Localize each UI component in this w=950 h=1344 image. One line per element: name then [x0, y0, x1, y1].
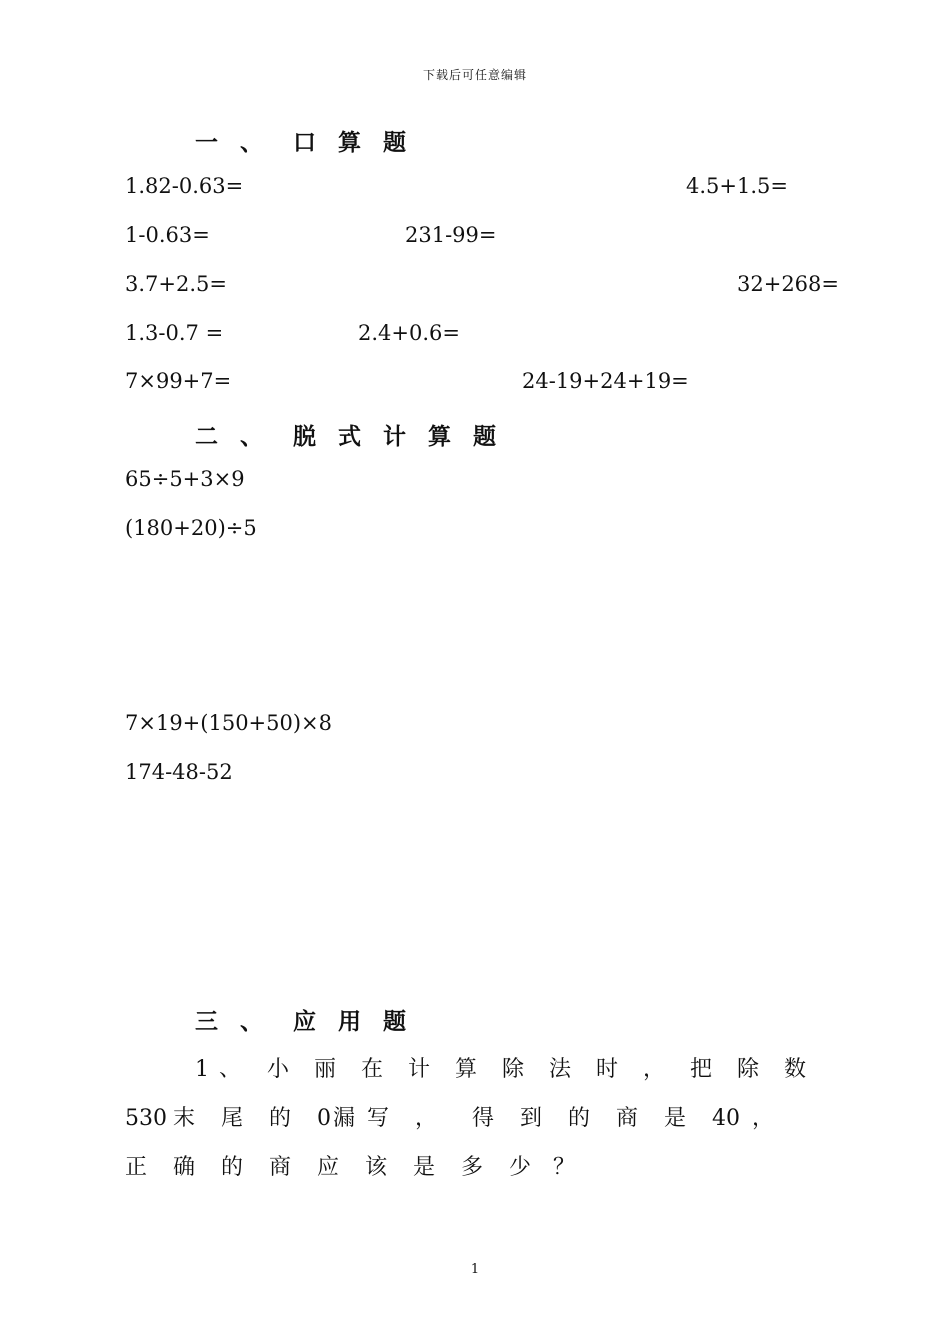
oral-question-2: 4.5+1.5= [686, 174, 788, 198]
problem-char: 数 [784, 1057, 807, 1082]
title-char: 题 [473, 424, 496, 450]
oral-question-3: 1-0.63= [125, 223, 210, 247]
problem-char: 在 [361, 1057, 384, 1082]
problem-char: 应 [317, 1155, 340, 1180]
section-title-1 [195, 124, 428, 157]
oral-question-10: 24-19+24+19= [522, 369, 689, 393]
problem-char: 是 [413, 1155, 436, 1180]
problem-char: 尾 [221, 1106, 244, 1131]
title-char: 算 [428, 424, 451, 450]
title-char: 题 [383, 130, 406, 156]
problem-char: ， [415, 1106, 438, 1131]
word-problem-line-1 [195, 1052, 806, 1083]
problem-char: 到 [520, 1106, 543, 1131]
title-char: 口 [293, 130, 316, 156]
oral-question-7: 1.3-0.7 = [125, 321, 224, 345]
calc-question-3: 7×19+(150+50)×8 [125, 711, 333, 735]
title-char: 题 [383, 1009, 406, 1035]
calc-question-2: (180+20)÷5 [125, 516, 257, 540]
calc-question-1: 65÷5+3×9 [125, 467, 245, 491]
problem-char: 写 [367, 1106, 390, 1131]
problem-char: 530 [125, 1106, 167, 1131]
problem-char: 末 [173, 1106, 196, 1131]
problem-char: 、 [219, 1057, 242, 1082]
problem-char: 确 [173, 1155, 196, 1180]
title-char: 算 [338, 130, 361, 156]
problem-char: 的 [269, 1106, 292, 1131]
oral-question-6: 32+268= [737, 272, 839, 296]
oral-question-4: 231-99= [405, 223, 497, 247]
word-problem-line-3 [125, 1150, 575, 1181]
section-title-3 [195, 1003, 428, 1036]
problem-char: 少 [509, 1155, 532, 1180]
calc-question-4: 174-48-52 [125, 760, 233, 784]
title-char: 用 [338, 1009, 361, 1035]
problem-char: 0 [317, 1106, 331, 1131]
problem-char: 时 [596, 1057, 619, 1082]
oral-question-5: 3.7+2.5= [125, 272, 227, 296]
title-char: 二 [195, 424, 218, 450]
oral-question-9: 7×99+7= [125, 369, 232, 393]
problem-char: 该 [365, 1155, 388, 1180]
problem-char: 40 [712, 1106, 740, 1131]
oral-question-8: 2.4+0.6= [358, 321, 460, 345]
problem-char: 多 [461, 1155, 484, 1180]
problem-char: ？ [553, 1155, 576, 1180]
problem-char: 1 [195, 1057, 209, 1082]
title-char: 脱 [293, 424, 316, 450]
title-char: 、 [240, 424, 263, 450]
page-number: 1 [470, 1262, 480, 1277]
title-char: 计 [383, 424, 406, 450]
problem-char: 计 [408, 1057, 431, 1082]
problem-char: 除 [737, 1057, 760, 1082]
problem-char: 商 [269, 1155, 292, 1180]
problem-char: ， [752, 1106, 775, 1131]
problem-char: 小 [267, 1057, 290, 1082]
problem-char: 把 [690, 1057, 713, 1082]
page-header: 下载后可任意编辑 [422, 68, 527, 82]
title-char: 、 [240, 1009, 263, 1035]
problem-char: 丽 [314, 1057, 337, 1082]
problem-char: 算 [455, 1057, 478, 1082]
problem-char: 法 [549, 1057, 572, 1082]
problem-char: 是 [664, 1106, 687, 1131]
problem-char: ， [643, 1057, 666, 1082]
title-char: 式 [338, 424, 361, 450]
word-problem-line-2 [125, 1101, 774, 1132]
title-char: 应 [293, 1009, 316, 1035]
problem-char: 商 [616, 1106, 639, 1131]
problem-char: 正 [125, 1155, 148, 1180]
problem-char: 的 [221, 1155, 244, 1180]
title-char: 、 [240, 130, 263, 156]
oral-question-1: 1.82-0.63= [125, 174, 244, 198]
section-title-2 [195, 418, 518, 451]
problem-char: 得 [472, 1106, 495, 1131]
problem-char: 除 [502, 1057, 525, 1082]
problem-char: 漏 [333, 1106, 356, 1131]
problem-char: 的 [568, 1106, 591, 1131]
title-char: 三 [195, 1009, 218, 1035]
title-char: 一 [195, 130, 218, 156]
